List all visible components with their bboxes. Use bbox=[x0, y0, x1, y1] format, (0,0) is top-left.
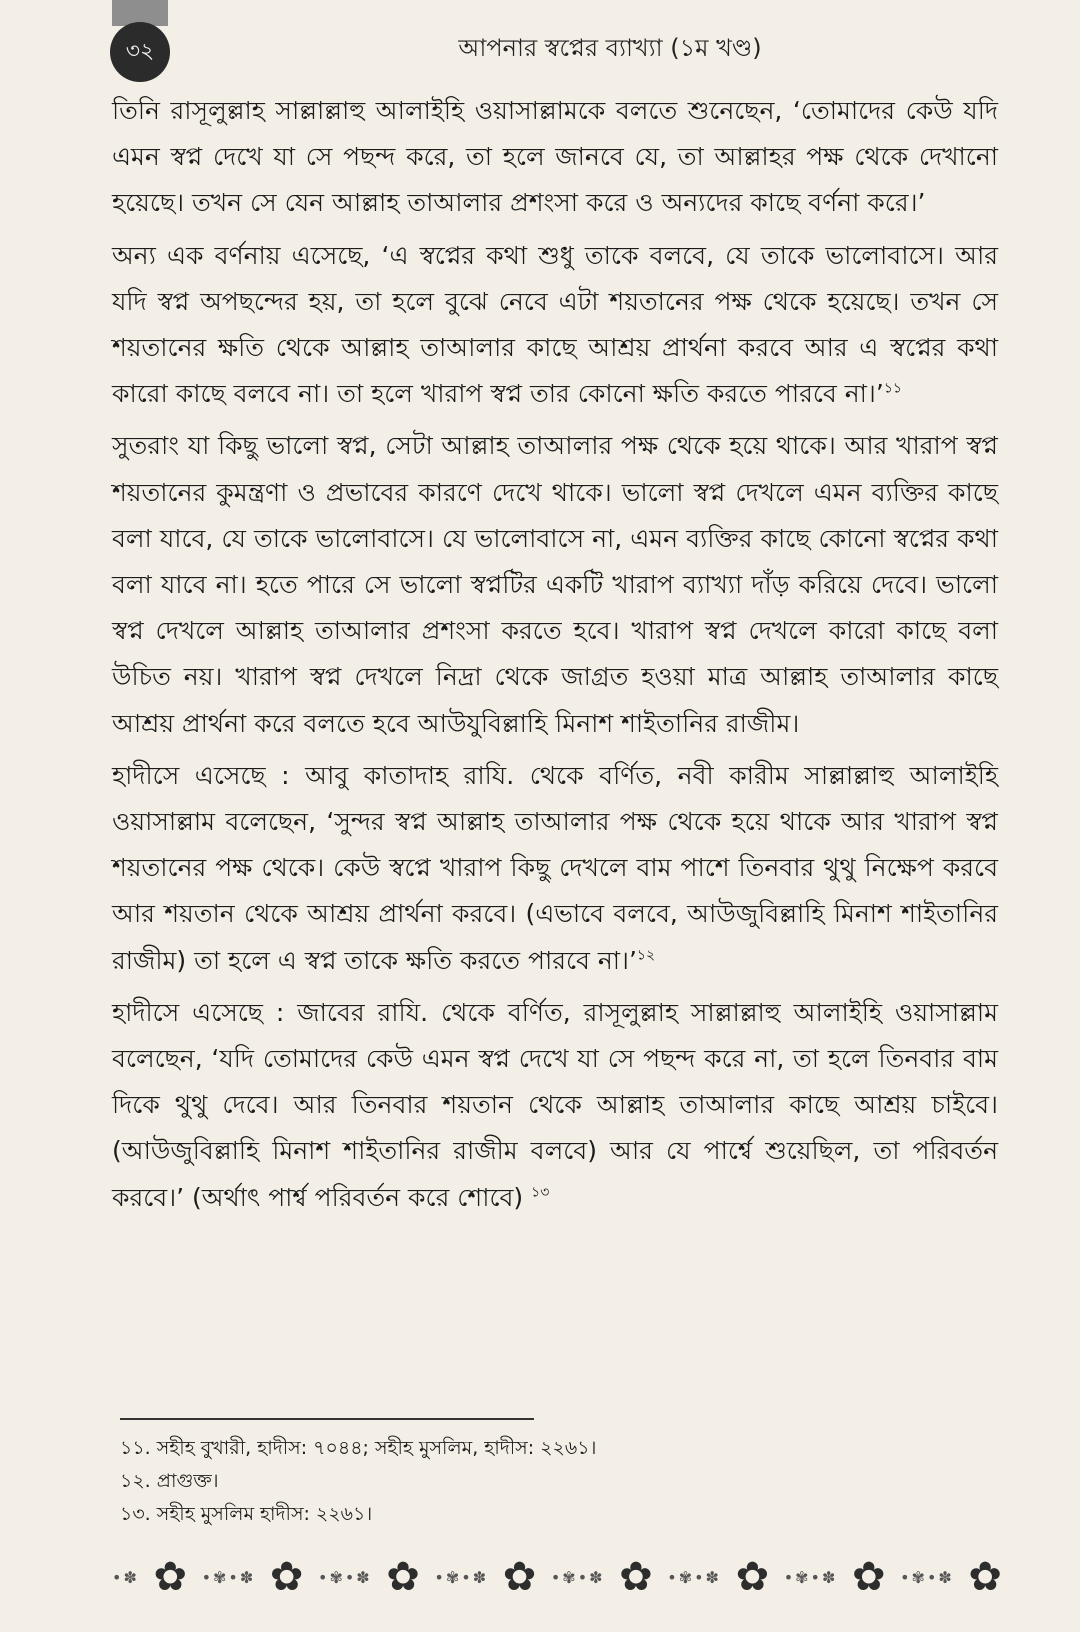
flower-icon: ✿ bbox=[735, 1554, 770, 1600]
page-number-badge bbox=[110, 22, 170, 82]
footnote-ref: ১২ bbox=[636, 947, 656, 964]
decorative-border bbox=[112, 1552, 1002, 1602]
dot-ornament-icon: •✾•✽ bbox=[900, 1567, 954, 1587]
dot-ornament-icon: •✾•✽ bbox=[318, 1567, 372, 1587]
footnotes bbox=[120, 1432, 1000, 1531]
paragraph bbox=[112, 423, 998, 746]
body-text bbox=[112, 88, 998, 1227]
footnote-ref: ১১ bbox=[883, 380, 902, 397]
dot-ornament-icon: •✾•✽ bbox=[667, 1567, 721, 1587]
flower-icon: ✿ bbox=[153, 1554, 187, 1600]
paragraph bbox=[112, 88, 998, 227]
paragraph-text: হাদীসে এসেছে : জাবের রাযি. থেকে বর্ণিত, রাসূলুল্লাহ সাল্লাল্লাহু আলাইহি ওয়াসাল্লাম বলেছেন, ‘যদি তোমাদের কেউ এমন স্বপ্ন দেখে যা সে পছন্দ করে না, তা হলে তিনবার বাম দিকে থুথু দেবে। আর তিনবার শয়তান থেকে আল্লাহ তাআলার কাছে আশ্রয় চাইবে। (আউজুবিল্লাহি মিনাশ শাইতানির রাজীম বলবে) আর যে পার্শ্বে শুয়েছিল, তা পরিবর্তন করবে।’ (অর্থাৎ পার্শ্ব পরিবর্তন করে শোবে) bbox=[112, 997, 998, 1212]
flower-icon: ✿ bbox=[502, 1554, 537, 1600]
paragraph-text: অন্য এক বর্ণনায় এসেছে, ‘এ স্বপ্নের কথা শুধু তাকে বলবে, যে তাকে ভালোবাসে। আর যদি স্বপ্ন অপছন্দের হয়, তা হলে বুঝে নেবে এটা শয়তানের পক্ষ থেকে হয়েছে। তখন সে শয়তানের ক্ষতি থেকে আল্লাহ তাআলার কাছে আশ্রয় প্রার্থনা করবে আর এ স্বপ্নের কথা কারো কাছে বলবে না। তা হলে খারাপ স্বপ্ন তার কোনো ক্ষতি করতে পারবে না।’ bbox=[112, 240, 998, 409]
footnote: ১১. সহীহ বুখারী, হাদীস: ৭০৪৪; সহীহ মুসলিম, হাদীস: ২২৬১। bbox=[120, 1437, 597, 1459]
flower-icon: ✿ bbox=[386, 1554, 420, 1600]
paragraph bbox=[112, 753, 998, 984]
footnote-divider bbox=[120, 1418, 534, 1420]
paragraph bbox=[112, 233, 998, 418]
dot-ornament-icon: •✾•✽ bbox=[550, 1567, 605, 1587]
dot-ornament-icon: •✽ bbox=[112, 1567, 139, 1587]
flower-icon: ✿ bbox=[968, 1554, 1002, 1600]
paragraph-text: হাদীসে এসেছে : আবু কাতাদাহ রাযি. থেকে বর্ণিত, নবী কারীম সাল্লাল্লাহু আলাইহি ওয়াসাল্লাম বলেছেন, ‘সুন্দর স্বপ্ন আল্লাহ তাআলার পক্ষ থেকে হয়ে থাকে আর খারাপ স্বপ্ন শয়তানের পক্ষ থেকে। কেউ স্বপ্নে খারাপ কিছু দেখলে বাম পাশে তিনবার থুথু নিক্ষেপ করবে আর শয়তান থেকে আশ্রয় প্রার্থনা করবে। (এভাবে বলবে, আউজুবিল্লাহি মিনাশ শাইতানির রাজীম) তা হলে এ স্বপ্ন তাকে ক্ষতি করতে পারবে না।’ bbox=[112, 760, 998, 975]
footnote: ১৩. সহীহ মুসলিম হাদীস: ২২৬১। bbox=[120, 1503, 373, 1525]
paragraph-text: তিনি রাসূলুল্লাহ সাল্লাল্লাহু আলাইহি ওয়াসাল্লামকে বলতে শুনেছেন, ‘তোমাদের কেউ যদি এমন স্বপ্ন দেখে যা সে পছন্দ করে, তা হলে জানবে যে, তা আল্লাহর পক্ষ থেকে দেখানো হয়েছে। তখন সে যেন আল্লাহ তাআলার প্রশংসা করে ও অন্যদের কাছে বর্ণনা করে।’ bbox=[112, 96, 998, 218]
footnote: ১২. প্রাগুক্ত। bbox=[120, 1470, 219, 1492]
flower-icon: ✿ bbox=[851, 1554, 886, 1600]
dot-ornament-icon: •✾•✽ bbox=[783, 1567, 838, 1587]
flower-icon: ✿ bbox=[269, 1554, 304, 1600]
page-number: ৩২ bbox=[125, 38, 155, 64]
flower-icon: ✿ bbox=[619, 1554, 653, 1600]
paragraph-text: সুতরাং যা কিছু ভালো স্বপ্ন, সেটা আল্লাহ তাআলার পক্ষ থেকে হয়ে থাকে। আর খারাপ স্বপ্ন শয়তানের কুমন্ত্রণা ও প্রভাবের কারণে দেখে থাকে। ভালো স্বপ্ন দেখলে এমন ব্যক্তির কাছে বলা যাবে, যে তাকে ভালোবাসে। যে ভালোবাসে না, এমন ব্যক্তির কাছে কোনো স্বপ্নের কথা বলা যাবে না। হতে পারে সে ভালো স্বপ্নটির একটি খারাপ ব্যাখ্যা দাঁড় করিয়ে দেবে। ভালো স্বপ্ন দেখলে আল্লাহ তাআলার প্রশংসা করতে হবে। খারাপ স্বপ্ন দেখলে কারো কাছে বলা উচিত নয়। খারাপ স্বপ্ন দেখলে নিদ্রা থেকে জাগ্রত হওয়া মাত্র আল্লাহ তাআলার কাছে আশ্রয় প্রার্থনা করে বলতে হবে আউযুবিল্লাহি মিনাশ শাইতানির রাজীম। bbox=[112, 431, 998, 738]
footnote-ref: ১৩ bbox=[531, 1184, 550, 1201]
paragraph bbox=[112, 990, 998, 1221]
dot-ornament-icon: •✾•✽ bbox=[434, 1567, 489, 1587]
dot-ornament-icon: •✾•✽ bbox=[201, 1567, 256, 1587]
running-head: আপনার স্বপ্নের ব্যাখ্যা (১ম খণ্ড) bbox=[458, 34, 762, 62]
